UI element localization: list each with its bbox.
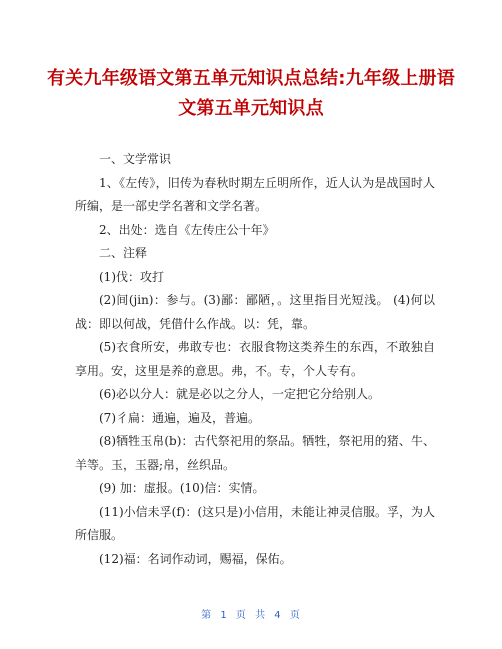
paragraph-zuozhuan: 1、《左传》，旧传为春秋时期左丘明所作，近人认为是战国时人所编，是一部史学名著和文学名著。 <box>75 175 435 213</box>
document-body <box>75 148 435 571</box>
note-12: (12)福：名词作动词，赐福，保佑。 <box>99 551 292 566</box>
note-6: (6)必以分人：就是必以之分人，一定把它分给别人。 <box>99 387 381 401</box>
footer-prefix: 第 <box>201 610 213 621</box>
footer-total-prefix: 共 <box>255 610 267 621</box>
note-9-10: (9) 加：虚报。(10)信：实情。 <box>99 481 265 495</box>
note-5: (5)衣食所安，弗敢专也：衣服食物这类养生的东西，不敢独自享用。安，这里是养的意思。弗，不。专，个人专有。 <box>75 340 435 378</box>
note-1: (1)伐：攻打 <box>99 269 164 284</box>
document-title: 有关九年级语文第五单元知识点总结:九年级上册语文第五单元知识点 <box>47 68 455 119</box>
note-2-4: (2)间(jin)：参与。(3)鄙：鄙陋，。这里指目光短浅。 (4)何以战：即以何战，凭借什么作战。以：凭，靠。 <box>75 293 435 331</box>
footer-page-unit: 页 <box>235 610 247 621</box>
note-7: (7)彳扁：通遍，遍及，普遍。 <box>99 410 260 425</box>
section-heading-notes: 二、注释 <box>99 246 148 260</box>
paragraph-source: 2、出处：选自《左传庄公十年》 <box>99 222 275 237</box>
footer-page-number: 1 <box>220 610 228 621</box>
note-8: (8)牺牲玉帛(b)：古代祭祀用的祭品。牺牲，祭祀用的猪、牛、羊等。玉，玉器;帛，丝织品。 <box>75 434 435 472</box>
footer-total-unit: 页 <box>289 610 301 621</box>
section-heading-literature: 一、文学常识 <box>99 152 172 166</box>
page-footer <box>0 606 502 621</box>
note-11: (11)小信未孚(f)：(这只是)小信用，未能让神灵信服。孚，为人所信服。 <box>75 504 435 542</box>
footer-total-pages: 4 <box>274 610 282 621</box>
